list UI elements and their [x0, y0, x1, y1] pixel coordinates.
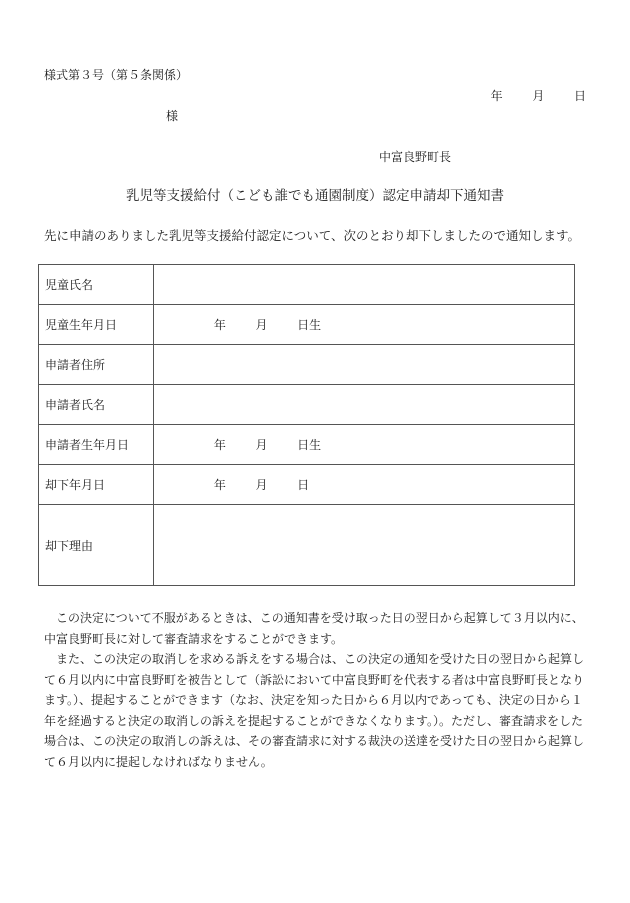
date-day-label: 日 — [573, 89, 586, 103]
year-label: 年 — [213, 438, 226, 452]
applicant-address-label: 申請者住所 — [39, 345, 154, 385]
issuer: 中富良野町長 — [379, 150, 452, 164]
table-row — [39, 425, 575, 465]
child-birthdate-label: 児童生年月日 — [39, 305, 154, 345]
month-label: 月 — [255, 438, 268, 452]
table-row — [39, 345, 575, 385]
month-label: 月 — [255, 478, 268, 492]
applicant-birthdate-field — [154, 425, 575, 465]
form-number: 様式第３号（第５条関係） — [44, 68, 189, 82]
table-row — [39, 385, 575, 425]
lawsuit-notice: また、この決定の取消しを求める訴えをする場合は、この決定の通知を受けた日の翌日から起算して６月以内に中富良野町を被告として（訴訟において中富良野町を代表する者は中富良野町長となります。）、提起することができます（なお、決定を知った日から６月以内であっても、決定の日から１年を経過すると決定の取消しの訴えを提起することができなくなります。）。ただし、審査請求をした場合は、この決定の取消しの訴えは、その審査請求に対する裁決の送達を受けた日の翌日から起算して６月以内に提起しなければなりません。 — [44, 652, 585, 769]
day-label: 日 — [297, 478, 310, 492]
rejection-reason-field — [154, 505, 575, 586]
intro-text: 先に申請のありました乳児等支援給付認定について、次のとおり却下しましたので通知します。 — [44, 228, 581, 243]
child-birthdate-field — [154, 305, 575, 345]
appeal-notice: この決定について不服があるときは、この通知書を受け取った日の翌日から起算して３月以内に、中富良野町長に対して審査請求をすることができます。 — [44, 611, 584, 646]
document-title: 乳児等支援給付（こども誰でも通園制度）認定申請却下通知書 — [126, 188, 504, 204]
child-name-field — [154, 265, 575, 305]
child-name-label: 児童氏名 — [39, 265, 154, 305]
day-label: 日生 — [297, 318, 322, 332]
month-label: 月 — [255, 318, 268, 332]
table-row — [39, 305, 575, 345]
info-table — [38, 264, 575, 586]
table-row — [39, 465, 575, 505]
table-row — [39, 505, 575, 586]
table-row — [39, 265, 575, 305]
day-label: 日生 — [297, 438, 322, 452]
year-label: 年 — [213, 478, 226, 492]
applicant-birthdate-label: 申請者生年月日 — [39, 425, 154, 465]
rejection-date-label: 却下年月日 — [39, 465, 154, 505]
applicant-name-field — [154, 385, 575, 425]
applicant-address-field — [154, 345, 575, 385]
notes — [44, 608, 584, 772]
rejection-date-field — [154, 465, 575, 505]
date-year-label: 年 — [490, 89, 503, 103]
issue-date — [491, 87, 586, 104]
date-month-label: 月 — [532, 89, 545, 103]
year-label: 年 — [213, 318, 226, 332]
addressee: 様 — [166, 109, 179, 123]
applicant-name-label: 申請者氏名 — [39, 385, 154, 425]
rejection-reason-label: 却下理由 — [39, 505, 154, 586]
